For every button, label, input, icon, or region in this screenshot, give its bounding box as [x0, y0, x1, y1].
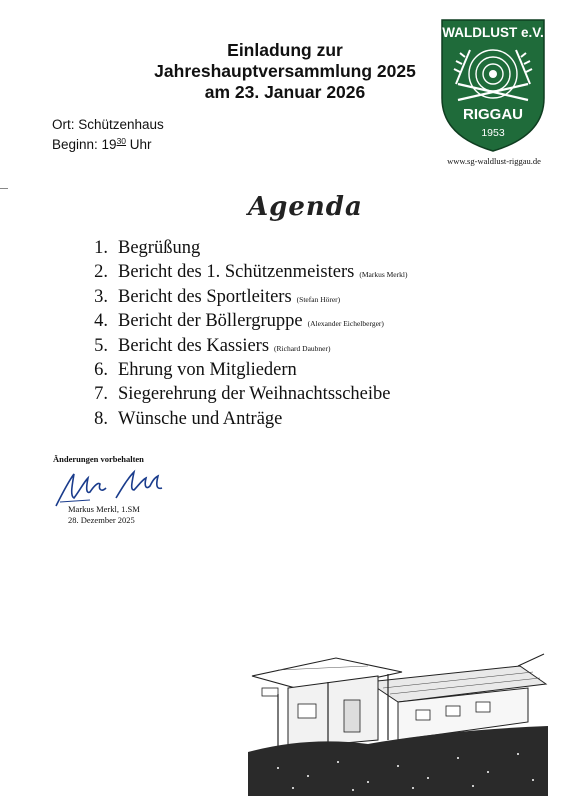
agenda-item-number: 3.	[94, 286, 108, 307]
title-line-2: Jahreshauptversammlung 2025	[154, 61, 416, 81]
agenda-item-number: 6.	[94, 359, 108, 380]
agenda-item	[72, 287, 407, 311]
invitation-title	[120, 40, 450, 103]
signer-block	[68, 504, 140, 526]
agenda-item-text: Wünsche und Anträge	[118, 408, 283, 429]
start-suffix: Uhr	[126, 137, 152, 152]
agenda-item	[72, 262, 407, 286]
agenda-item-note: (Stefan Hörer)	[296, 294, 341, 304]
agenda-item-number: 4.	[94, 311, 108, 332]
page-edge-mark	[0, 188, 8, 189]
club-website: www.sg-waldlust-riggau.de	[447, 156, 541, 166]
start-minutes: 30	[116, 136, 127, 146]
clubhouse-illustration	[248, 648, 548, 796]
agenda-item-number: 2.	[94, 262, 108, 283]
logo-year-text: 1953	[481, 127, 505, 139]
signature-date: 28. Dezember 2025	[68, 515, 135, 525]
agenda-item	[72, 336, 407, 360]
signer-name: Markus Merkl, 1.SM	[68, 504, 140, 514]
agenda-item-text: Bericht des 1. Schützenmeisters	[118, 262, 355, 283]
agenda-item	[72, 384, 407, 408]
location-text: Ort: Schützenhaus	[52, 117, 164, 132]
agenda-item	[72, 360, 407, 384]
logo-name-text: WALDLUST e.V.	[442, 25, 544, 40]
logo-place-text: RIGGAU	[463, 106, 523, 123]
agenda-item-text: Bericht des Kassiers	[118, 335, 270, 356]
agenda-item-note: (Richard Daubner)	[274, 343, 331, 353]
meeting-details	[52, 116, 164, 153]
agenda-item	[72, 311, 407, 335]
agenda-item-number: 8.	[94, 408, 108, 429]
agenda-item	[72, 409, 407, 433]
start-prefix: Beginn: 19	[52, 137, 117, 152]
agenda-item-number: 5.	[94, 335, 108, 356]
agenda-heading: Agenda	[248, 192, 363, 222]
start-time	[52, 133, 164, 153]
agenda-item-text: Bericht der Böllergruppe	[118, 311, 303, 332]
agenda-list	[72, 238, 407, 433]
agenda-item-text: Bericht des Sportleiters	[118, 286, 292, 307]
agenda-item-text: Begrüßung	[118, 238, 201, 258]
agenda-item-text: Siegerehrung der Weihnachtsscheibe	[118, 384, 391, 405]
agenda-item-note: (Alexander Eichelberger)	[307, 319, 384, 329]
agenda-item-number: 7.	[94, 384, 108, 405]
title-line-1: Einladung zur	[227, 40, 343, 60]
agenda-item-note: (Markus Merkl)	[359, 270, 408, 280]
agenda-item-number: 1.	[94, 238, 108, 258]
agenda-item-text: Ehrung von Mitgliedern	[118, 359, 297, 380]
club-logo-shield	[440, 18, 546, 153]
agenda-item	[72, 238, 407, 262]
title-line-3: am 23. Januar 2026	[204, 82, 366, 102]
changes-reserved-note: Änderungen vorbehalten	[53, 454, 144, 464]
